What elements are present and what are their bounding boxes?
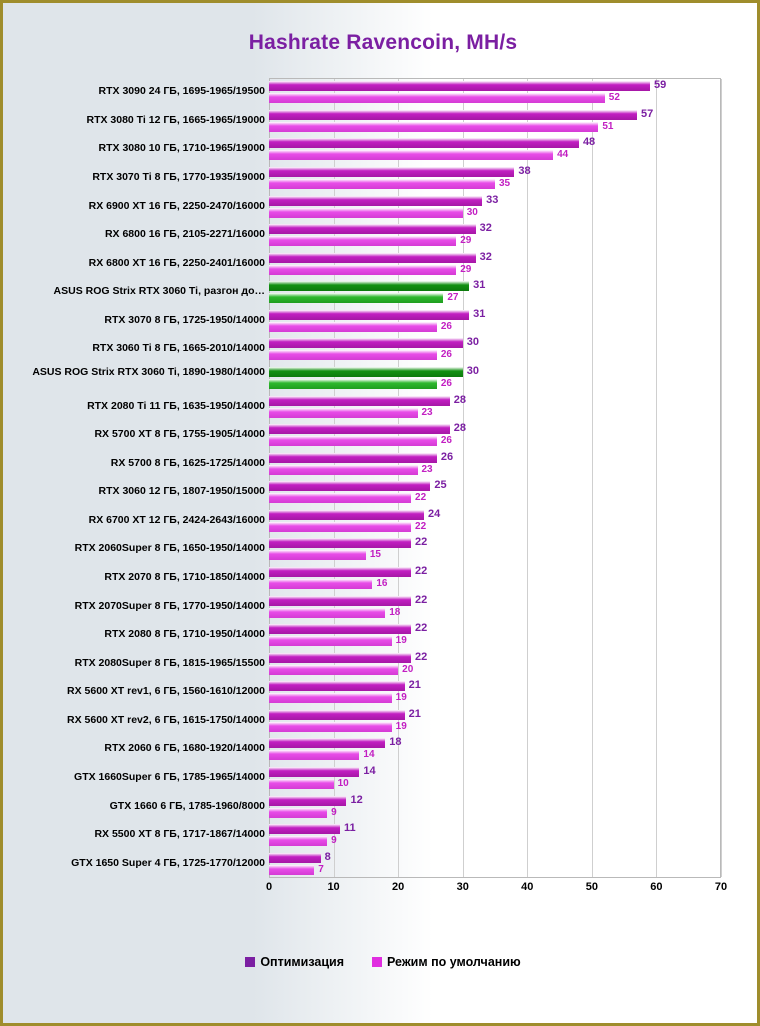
bar-value-optimization: 21 <box>408 679 421 692</box>
bar-optimization <box>269 338 463 348</box>
bar-default <box>269 693 392 703</box>
chart-row <box>3 249 760 278</box>
bar-value-default: 22 <box>415 492 427 504</box>
chart-row <box>3 564 760 593</box>
category-label: RTX 2070 8 ГБ, 1710-1850/14000 <box>104 570 265 583</box>
category-label: RX 5700 8 ГБ, 1625-1725/14000 <box>110 456 265 469</box>
bar-default <box>269 408 418 418</box>
x-tick-label: 10 <box>327 881 340 893</box>
bar-optimization <box>269 653 411 663</box>
bar-value-optimization: 38 <box>518 164 531 177</box>
chart-row <box>3 592 760 621</box>
bar-optimization <box>269 110 637 120</box>
x-tick-label: 70 <box>714 881 728 893</box>
category-label: RX 6800 16 ГБ, 2105-2271/16000 <box>104 228 265 241</box>
x-axis <box>265 879 728 899</box>
legend-item <box>245 955 344 969</box>
bar-value-default: 27 <box>447 292 459 304</box>
bar-optimization <box>269 253 476 263</box>
category-label: RX 5600 XT rev2, 6 ГБ, 1615-1750/14000 <box>67 713 265 726</box>
bar-value-default: 26 <box>440 377 452 389</box>
bar-rows <box>3 78 760 878</box>
chart-row <box>3 707 760 736</box>
category-label: RTX 2080Super 8 ГБ, 1815-1965/15500 <box>74 656 265 669</box>
bar-default <box>269 865 314 875</box>
bar-optimization <box>269 367 463 377</box>
bar-value-optimization: 30 <box>466 336 479 349</box>
bar-value-optimization: 21 <box>408 707 421 720</box>
bar-default <box>269 265 456 275</box>
legend-swatch-icon <box>372 957 382 967</box>
bar-value-optimization: 28 <box>453 393 467 406</box>
chart-row <box>3 364 760 393</box>
bar-value-optimization: 22 <box>415 622 428 635</box>
bar-optimization <box>269 538 411 548</box>
bar-value-default: 52 <box>608 92 620 104</box>
bar-optimization <box>269 281 469 291</box>
bar-value-default: 10 <box>337 777 349 789</box>
bar-value-optimization: 31 <box>473 307 486 320</box>
chart-row <box>3 649 760 678</box>
x-tick-label: 60 <box>650 881 663 893</box>
bar-value-default: 23 <box>421 406 433 418</box>
bar-default <box>269 636 392 646</box>
page-title: Hashrate Ravencoin, MH/s <box>248 31 518 54</box>
bar-default <box>269 608 385 618</box>
category-label: RTX 2080 Ti 11 ГБ, 1635-1950/14000 <box>87 399 265 412</box>
chart-row <box>3 307 760 336</box>
bar-value-optimization: 26 <box>440 450 454 463</box>
legend-label: Оптимизация <box>260 955 344 969</box>
bar-value-default: 26 <box>440 320 452 332</box>
category-label: RTX 3080 Ti 12 ГБ, 1665-1965/19000 <box>86 113 265 126</box>
chart-row <box>3 192 760 221</box>
bar-value-optimization: 28 <box>453 422 467 435</box>
category-label: GTX 1660Super 6 ГБ, 1785-1965/14000 <box>74 770 265 783</box>
bar-value-default: 18 <box>389 606 401 618</box>
bar-default <box>269 665 398 675</box>
bar-optimization <box>269 681 405 691</box>
chart-row <box>3 278 760 307</box>
chart-row <box>3 421 760 450</box>
x-tick-label: 20 <box>392 881 405 893</box>
bar-default <box>269 179 495 189</box>
bar-optimization <box>269 738 385 748</box>
bar-optimization <box>269 596 411 606</box>
chart-row <box>3 821 760 850</box>
chart-row <box>3 678 760 707</box>
bar-default <box>269 465 418 475</box>
bar-value-optimization: 8 <box>324 850 331 863</box>
bar-optimization <box>269 396 450 406</box>
bar-default <box>269 93 605 103</box>
bar-value-default: 16 <box>376 577 388 589</box>
legend-item <box>372 955 521 969</box>
chart-row <box>3 335 760 364</box>
bar-default <box>269 579 372 589</box>
x-tick-label: 40 <box>521 881 534 893</box>
bar-value-default: 7 <box>318 863 324 875</box>
bar-optimization <box>269 196 482 206</box>
category-label: GTX 1660 6 ГБ, 1785-1960/8000 <box>109 799 265 812</box>
bar-default <box>269 379 437 389</box>
bar-value-optimization: 18 <box>389 736 402 749</box>
bar-default <box>269 836 327 846</box>
bar-optimization <box>269 138 579 148</box>
bar-default <box>269 808 327 818</box>
category-label: RX 6700 XT 12 ГБ, 2424-2643/16000 <box>88 513 265 526</box>
chart-row <box>3 135 760 164</box>
bar-default <box>269 350 437 360</box>
chart-row <box>3 735 760 764</box>
bar-value-default: 29 <box>460 263 472 275</box>
bar-default <box>269 150 553 160</box>
category-label: RX 6800 XT 16 ГБ, 2250-2401/16000 <box>88 256 265 269</box>
bar-optimization <box>269 424 450 434</box>
bar-optimization <box>269 853 321 863</box>
bar-optimization <box>269 481 430 491</box>
chart-row <box>3 535 760 564</box>
x-tick-label: 0 <box>265 881 273 893</box>
bar-value-default: 15 <box>369 549 381 561</box>
bar-value-default: 44 <box>557 149 569 161</box>
bar-value-optimization: 25 <box>434 479 447 492</box>
legend-swatch-icon <box>245 957 255 967</box>
category-label: RTX 3090 24 ГБ, 1695-1965/19500 <box>98 85 265 98</box>
chart-row <box>3 849 760 878</box>
bar-value-optimization: 12 <box>350 793 363 806</box>
bar-value-default: 20 <box>402 663 414 675</box>
category-label: RTX 3080 10 ГБ, 1710-1965/19000 <box>98 142 265 155</box>
category-label: RTX 3060 12 ГБ, 1807-1950/15000 <box>98 485 265 498</box>
bar-optimization <box>269 710 405 720</box>
bar-value-default: 26 <box>440 349 452 361</box>
bar-value-optimization: 33 <box>486 193 499 206</box>
bar-value-default: 9 <box>331 835 337 847</box>
bar-optimization <box>269 796 346 806</box>
legend-label: Режим по умолчанию <box>387 955 521 969</box>
bar-optimization <box>269 624 411 634</box>
bar-value-optimization: 22 <box>415 564 428 577</box>
category-label: RX 5500 XT 8 ГБ, 1717-1867/14000 <box>94 828 265 841</box>
bar-value-optimization: 22 <box>415 593 428 606</box>
chart-row <box>3 507 760 536</box>
category-label: RTX 2080 8 ГБ, 1710-1950/14000 <box>104 628 265 641</box>
bar-optimization <box>269 224 476 234</box>
bar-value-optimization: 32 <box>479 222 492 235</box>
bar-value-optimization: 22 <box>415 536 428 549</box>
x-tick-label: 30 <box>456 881 469 893</box>
bar-value-optimization: 22 <box>415 650 428 663</box>
bar-value-optimization: 31 <box>473 279 486 292</box>
bar-value-default: 23 <box>421 463 433 475</box>
bar-optimization <box>269 824 340 834</box>
bar-value-default: 29 <box>460 235 472 247</box>
bar-default <box>269 236 456 246</box>
chart-row <box>3 221 760 250</box>
bar-default <box>269 208 463 218</box>
bar-value-optimization: 24 <box>427 507 441 520</box>
bar-value-default: 14 <box>363 749 375 761</box>
category-label: ASUS ROG Strix RTX 3060 Ti, разгон до… <box>53 285 265 298</box>
x-tick-label: 50 <box>585 881 598 893</box>
chart-row <box>3 78 760 107</box>
category-label: RX 6900 XT 16 ГБ, 2250-2470/16000 <box>88 199 265 212</box>
chart-legend <box>3 955 760 969</box>
chart-row <box>3 164 760 193</box>
category-label: RTX 3060 Ti 8 ГБ, 1665-2010/14000 <box>92 342 265 355</box>
bar-default <box>269 750 359 760</box>
bar-default <box>269 293 443 303</box>
bar-value-default: 19 <box>395 635 407 647</box>
bar-default <box>269 722 392 732</box>
bar-value-optimization: 48 <box>582 136 596 149</box>
bar-value-optimization: 59 <box>653 79 667 92</box>
bar-value-optimization: 14 <box>363 764 376 777</box>
bar-value-default: 22 <box>415 520 427 532</box>
category-label: RTX 3070 8 ГБ, 1725-1950/14000 <box>104 313 265 326</box>
bar-value-default: 19 <box>395 692 407 704</box>
bar-default <box>269 779 334 789</box>
chart-row <box>3 392 760 421</box>
bar-default <box>269 122 598 132</box>
bar-default <box>269 436 437 446</box>
category-label: RTX 2070Super 8 ГБ, 1770-1950/14000 <box>74 599 265 612</box>
category-label: GTX 1650 Super 4 ГБ, 1725-1770/12000 <box>71 856 265 869</box>
chart-row <box>3 621 760 650</box>
bar-value-optimization: 30 <box>466 364 479 377</box>
bar-default <box>269 493 411 503</box>
bar-value-default: 51 <box>602 120 614 132</box>
chart-row <box>3 449 760 478</box>
chart-row <box>3 792 760 821</box>
bar-optimization <box>269 567 411 577</box>
chart-row <box>3 764 760 793</box>
category-label: RTX 3070 Ti 8 ГБ, 1770-1935/19000 <box>92 170 265 183</box>
bar-default <box>269 322 437 332</box>
category-label: RTX 2060 6 ГБ, 1680-1920/14000 <box>104 742 265 755</box>
bar-value-default: 26 <box>440 435 452 447</box>
bar-optimization <box>269 167 514 177</box>
bar-default <box>269 550 366 560</box>
chart-row <box>3 107 760 136</box>
bar-optimization <box>269 310 469 320</box>
bar-value-default: 19 <box>395 720 407 732</box>
chart-row <box>3 478 760 507</box>
bar-optimization <box>269 81 650 91</box>
bar-value-default: 9 <box>331 806 337 818</box>
bar-optimization <box>269 453 437 463</box>
bar-default <box>269 522 411 532</box>
bar-value-default: 35 <box>499 177 511 189</box>
category-label: RX 5600 XT rev1, 6 ГБ, 1560-1610/12000 <box>67 685 265 698</box>
category-label: RTX 2060Super 8 ГБ, 1650-1950/14000 <box>74 542 265 555</box>
category-label: ASUS ROG Strix RTX 3060 Ti, 1890-1980/14000 <box>32 365 265 378</box>
category-label: RX 5700 XT 8 ГБ, 1755-1905/14000 <box>94 428 265 441</box>
bar-optimization <box>269 767 359 777</box>
bar-value-optimization: 11 <box>344 822 356 835</box>
bar-value-optimization: 57 <box>641 107 654 120</box>
bar-value-default: 30 <box>466 206 478 218</box>
bar-optimization <box>269 510 424 520</box>
bar-value-optimization: 32 <box>479 250 492 263</box>
